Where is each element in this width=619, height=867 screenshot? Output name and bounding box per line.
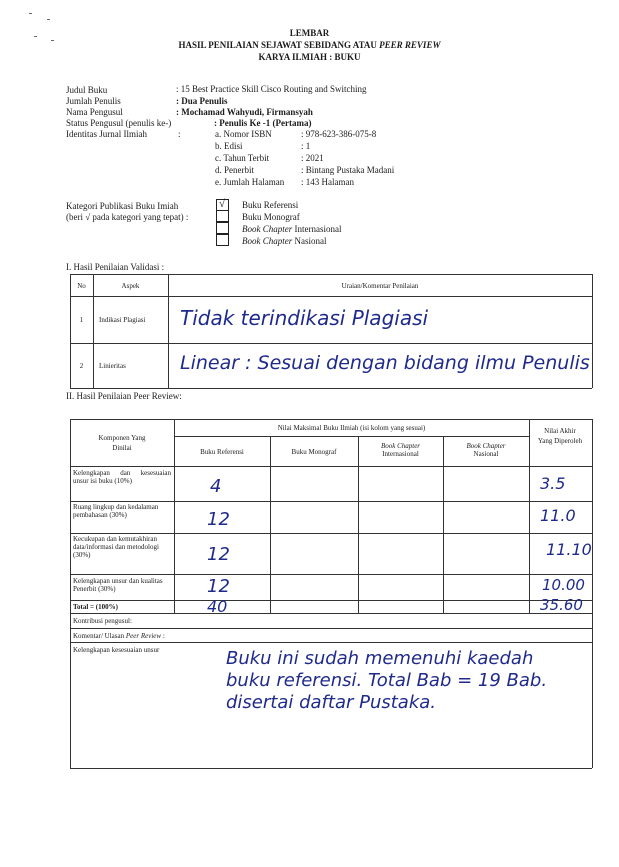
checkbox-buku-monograf[interactable] [216,210,229,222]
komponen-label: Kelengkapan dan kesesuaian unsur isi buku (10%) [73,469,171,485]
row-aspek: Indikasi Plagiasi [99,316,146,324]
komponen-header: Komponen Yang Dinilai [98,434,146,452]
kategori-instruction: (beri √ pada kategori yang tepat) : [66,212,189,222]
status-value: : Penulis Ke -1 (Pertama) [214,118,312,128]
row-no: 2 [79,362,84,370]
detail-label: a. Nomor ISBN [215,129,272,139]
col-book-chapter-nasional [443,442,529,458]
checkbox-book-chapter-nasional[interactable] [216,234,229,246]
option-italic: Book Chapter [242,236,293,246]
kategori-label: Kategori Publikasi Buku Imiah [66,201,179,211]
col-uraian-header: Uraian/Komentar Penilaian [341,282,419,290]
col-aspek-header: Aspek [121,282,140,290]
detail-value: : 1 [301,141,311,151]
komponen-label: Kelengkapan unsur dan kualitas Penerbit (30%) [73,577,163,593]
col-rest: Nasional [473,450,499,458]
judul-value: : 15 Best Practice Skill Cisco Routing and Switching [176,84,367,94]
option-buku-monograf: Buku Monograf [242,212,300,222]
handwritten-total: 40 [207,597,228,616]
handwritten-comment: Tidak terindikasi Plagiasi [180,306,429,330]
handwritten-final-score: 3.5 [540,474,566,493]
detail-value: : 143 Halaman [301,177,354,187]
detail-label: d. Penerbit [215,165,254,175]
identitas-label: Identitas Jurnal Ilmiah [66,129,147,139]
handwritten-final-score: 11.10 [546,540,592,559]
nama-label: Nama Pengusul [66,107,123,117]
nilai-maksimal-header: Nilai Maksimal Buku Ilmiah (isi kolom yang sesuai) [277,424,426,432]
check-mark-icon: √ [219,198,226,210]
col-book-chapter-internasional [358,442,443,458]
col-buku-monograf: Buku Monograf [291,448,337,456]
col-italic: Book Chapter [466,442,506,450]
handwritten-review-line: buku referensi. Total Bab = 19 Bab. [226,670,548,691]
jumlah-value: : Dua Penulis [176,96,228,106]
row-aspek: Linieritas [99,362,126,370]
option-rest: Internasional [292,224,342,234]
handwritten-review-line: disertai daftar Pustaka. [226,692,436,713]
kelengkapan-label: Kelengkapan kesesuaian unsur [73,646,160,654]
handwritten-score: 12 [207,576,230,597]
status-label: Status Pengusul (penulis ke-) [66,118,172,128]
option-book-chapter-nasional [242,236,327,246]
col-buku-referensi: Buku Referensi [200,448,244,456]
komponen-label: Kecukupan dan kemutakhiran data/informasi dan metodologi (30%) [73,535,159,559]
detail-value: : 2021 [301,153,324,163]
option-book-chapter-internasional [242,224,341,234]
col-no-header: No [77,282,86,290]
komentar-italic: Peer Review [125,632,162,640]
detail-label: e. Jumlah Halaman [215,177,285,187]
option-italic: Book Chapter [242,224,293,234]
identitas-colon: : [178,129,181,139]
jumlah-label: Jumlah Penulis [66,96,121,106]
nilai-akhir-header: Nilai Akhir Yang Diperoleh [537,427,583,445]
handwritten-final-score: 11.0 [540,506,576,525]
col-rest: Internasional [382,450,419,458]
handwritten-review-line: Buku ini sudah memenuhi kaedah [226,648,534,669]
handwritten-score: 12 [207,544,230,565]
header-line-3: KARYA ILMIAH : BUKU [258,52,361,62]
header-line-2 [0,40,619,50]
header-peer-review: PEER REVIEW [379,40,441,50]
komentar-prefix: Komentar/ Ulasan [73,632,126,640]
col-italic: Book Chapter [380,442,421,450]
header-line-2-text: HASIL PENILAIAN SEJAWAT SEBIDANG ATAU [178,40,380,50]
header-line-1: LEMBAR [289,28,330,38]
handwritten-score: 12 [207,509,230,530]
komentar-suffix: : [161,632,165,640]
kontribusi-label: Kontribusi pengusul: [73,617,132,625]
section-1-title: I. Hasil Penilaian Validasi : [66,262,165,272]
option-rest: Nasional [292,236,327,246]
handwritten-final-score: 10.00 [542,576,585,594]
judul-label: Judul Buku [66,85,108,95]
section-2-title: II. Hasil Penilaian Peer Review: [66,391,182,401]
total-label: Total = (100%) [73,603,118,611]
handwritten-comment: Linear : Sesuai dengan bidang ilmu Penulis [180,352,590,374]
komentar-label [73,632,165,640]
detail-value: : 978-623-386-075-8 [301,129,377,139]
handwritten-score: 4 [210,476,222,497]
detail-label: b. Edisi [215,141,243,151]
option-buku-referensi: Buku Referensi [242,200,299,210]
nama-value: : Mochamad Wahyudi, Firmansyah [176,107,313,117]
detail-value: : Bintang Pustaka Madani [301,165,395,175]
handwritten-final-total: 35.60 [540,596,583,614]
checkbox-book-chapter-internasional[interactable] [216,222,229,234]
row-no: 1 [79,316,84,324]
komponen-label: Ruang lingkup dan kedalaman pembahasan (30%) [73,503,159,519]
detail-label: c. Tahun Terbit [215,153,270,163]
